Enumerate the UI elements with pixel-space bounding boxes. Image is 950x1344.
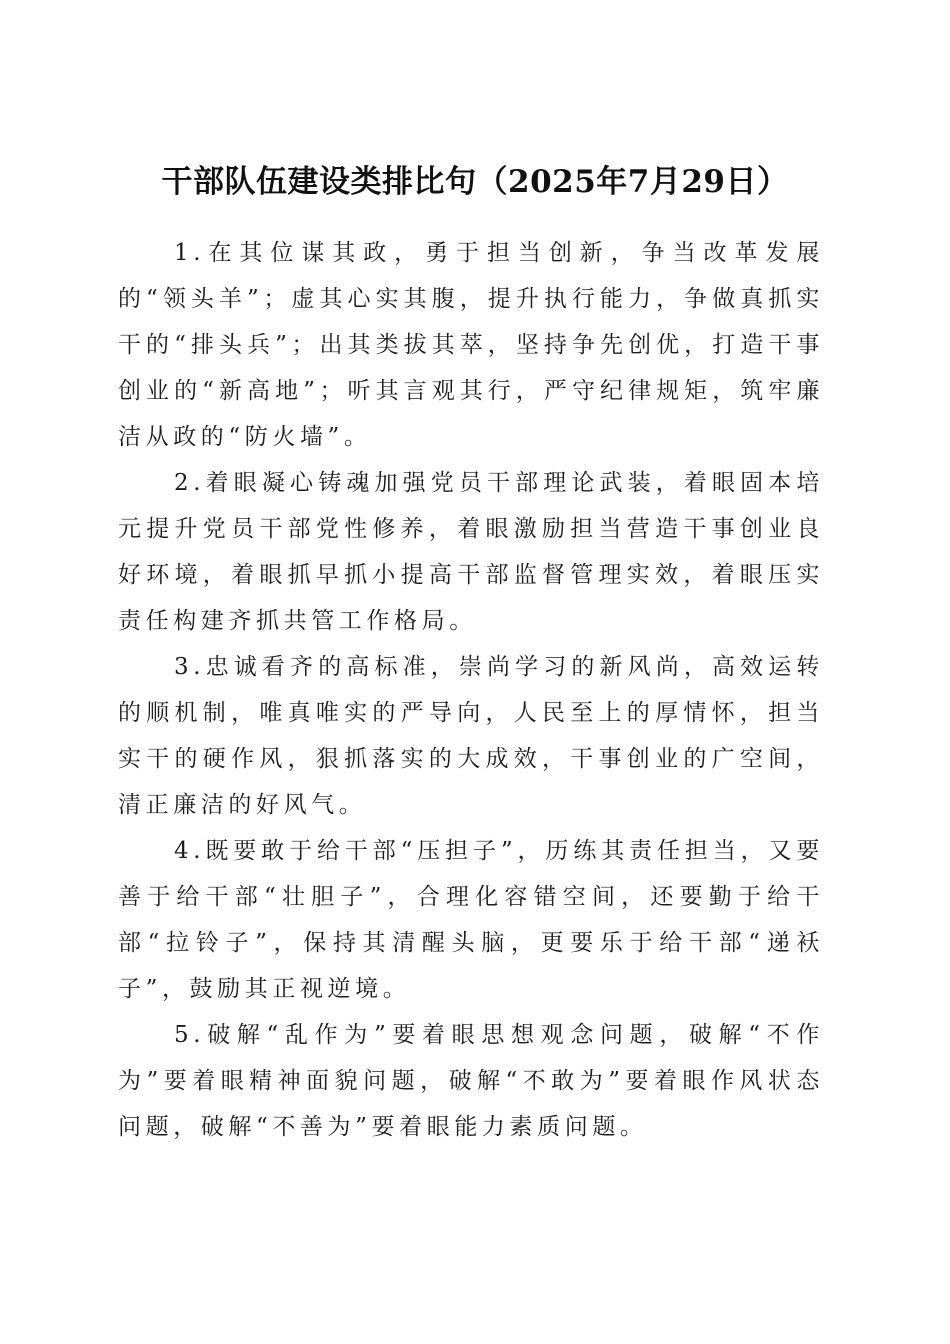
document-title: 干部队伍建设类排比句（2025年7月29日） [161, 163, 789, 200]
paragraph-3: 3.忠诚看齐的高标准，崇尚学习的新风尚，高效运转的顺机制，唯真唯实的严导向，人民至上的厚情怀，担当实干的硬作风，狠抓落实的大成效，干事创业的广空间，清正廉洁的好风气。 [118, 654, 824, 818]
paragraph-5: 5.破解“乱作为”要着眼思想观念问题，破解“不作为”要着眼精神面貌问题，破解“不敢为”要着眼作风状态问题，破解“不善为”要着眼能力素质问题。 [118, 1022, 824, 1140]
document-body [118, 230, 824, 1150]
paragraph-1: 1.在其位谋其政，勇于担当创新，争当改革发展的“领头羊”；虚其心实其腹，提升执行能力，争做真抓实干的“排头兵”；出其类拔其萃，坚持争先创优，打造干事创业的“新高地”；听其言观其行，严守纪律规矩，筑牢廉洁从政的“防火墙”。 [118, 240, 824, 450]
paragraph-4: 4.既要敢于给干部“压担子”，历练其责任担当，又要善于给干部“壮胆子”，合理化容错空间，还要勤于给干部“拉铃子”，保持其清醒头脑，更要乐于给干部“递袄子”，鼓励其正视逆境。 [118, 838, 824, 1002]
paragraph-2: 2.着眼凝心铸魂加强党员干部理论武装，着眼固本培元提升党员干部党性修养，着眼激励担当营造干事创业良好环境，着眼抓早抓小提高干部监督管理实效，着眼压实责任构建齐抓共管工作格局。 [118, 470, 824, 634]
